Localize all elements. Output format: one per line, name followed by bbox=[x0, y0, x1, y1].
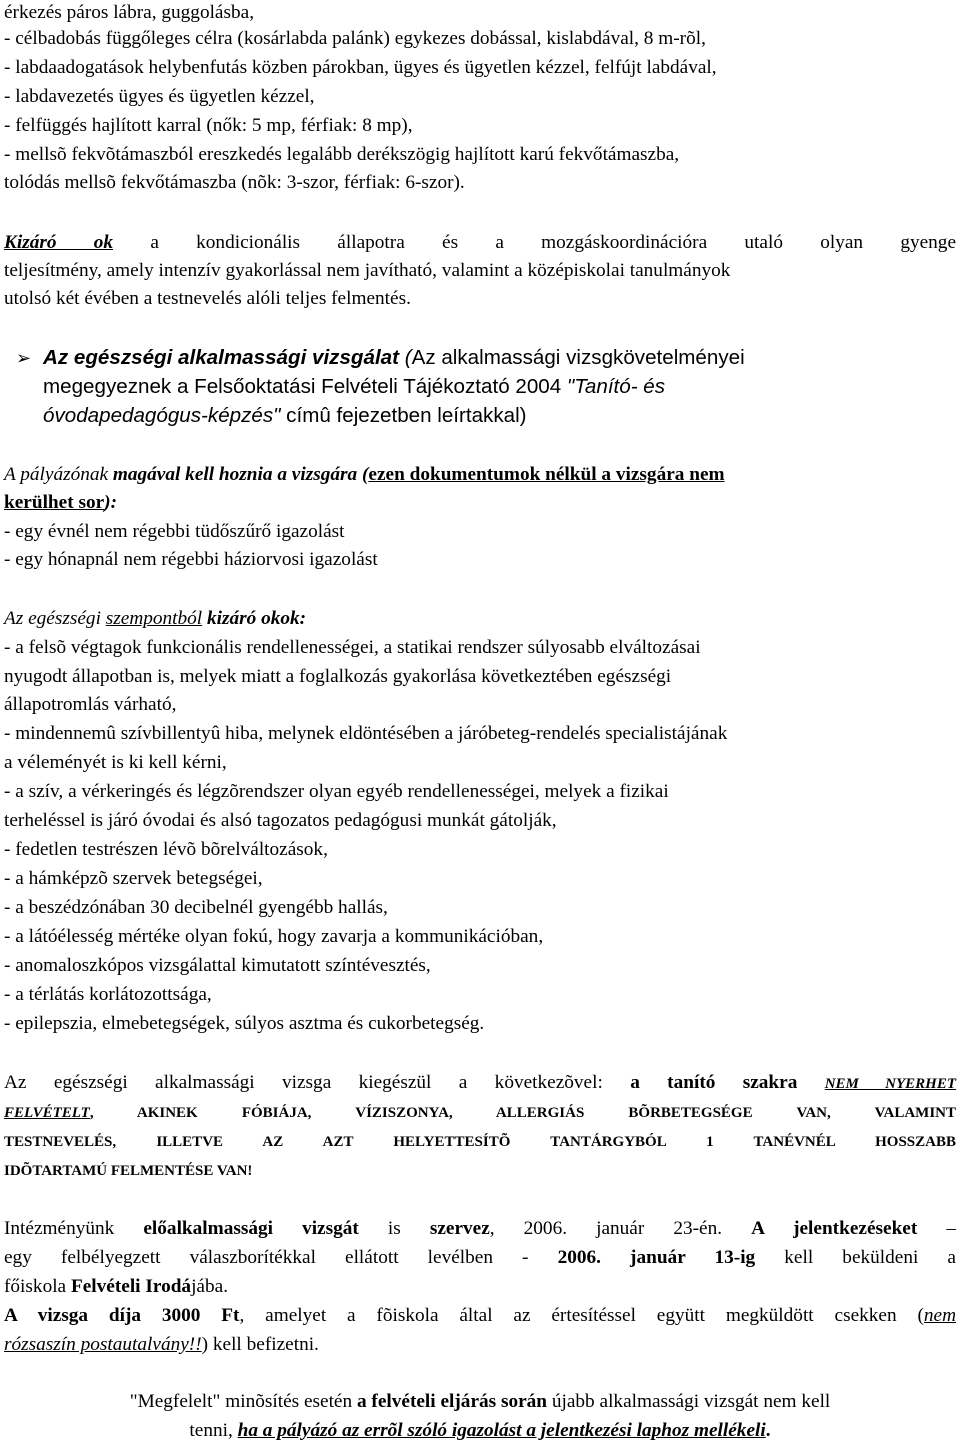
list-item: a véleményét is ki kell kérni, bbox=[4, 752, 227, 773]
list-item: állapotromlás várható, bbox=[4, 694, 177, 715]
list-item: - a térlátás korlátozottsága, bbox=[4, 984, 212, 1005]
supplement-line-3: TESTNEVELÉS, ILLETVE AZ AZT HELYETTESÍTÕ TANTÁRGYBÓL 1 TANÉVNÉL HOSSZABB bbox=[4, 1134, 956, 1150]
list-item: - egy hónapnál nem régebbi háziorvosi igazolást bbox=[4, 549, 378, 570]
preexam-line-3: főiskola Felvételi Irodájába. bbox=[4, 1276, 229, 1297]
list-item: tolódás mellsõ fekvőtámaszba (nõk: 3-szor, férfiak: 6-szor). bbox=[4, 172, 465, 193]
list-item: - a hámképzõ szervek betegségei, bbox=[4, 868, 263, 889]
list-item: - mellsõ fekvõtámaszból ereszkedés legalább derékszögig hajlított karú fekvőtámaszba, bbox=[4, 144, 680, 165]
exclusion-line-1: Kizáró ok a kondicionális állapotra és a mozgáskoordinációra utaló olyan gyenge bbox=[4, 232, 957, 253]
final-line-1: "Megfelelt" minõsítés esetén a felvételi eljárás során újabb alkalmassági vizsgát nem kell bbox=[129, 1391, 831, 1412]
list-item: - a felsõ végtagok funkcionális rendellenességei, a statikai rendszer súlyosabb elváltozásai bbox=[4, 637, 701, 658]
preexam-line-2: egy felbélyegzett válaszborítékkal ellátott levélben - 2006. január 13-ig kell beküldeni a bbox=[4, 1247, 956, 1268]
required-documents-heading: A pályázónak magával kell hoznia a vizsgára (ezen dokumentumok nélkül a vizsgára nem bbox=[4, 464, 725, 485]
list-item: érkezés páros lábra, guggolásba, bbox=[4, 2, 255, 23]
list-item: - labdavezetés ügyes és ügyetlen kézzel, bbox=[4, 86, 315, 107]
list-item: terheléssel is járó óvodai és alsó tagozatos pedagógusi munkát gátolják, bbox=[4, 810, 557, 831]
list-item: - célbadobás függőleges célra (kosárlabda palánk) egykezes dobással, kislabdával, 8 m-rõl, bbox=[4, 28, 706, 49]
list-item: - felfüggés hajlított karral (nők: 5 mp, férfiak: 8 mp), bbox=[4, 115, 413, 136]
exclusion-line-3: utolsó két évében a testnevelés alóli teljes felmentés. bbox=[4, 288, 411, 309]
list-item: - a beszédzónában 30 decibelnél gyengébb hallás, bbox=[4, 897, 388, 918]
arrow-bullet-icon: ➢ bbox=[16, 348, 32, 369]
list-item: - labdaadogatások helybenfutás közben párokban, ügyes és ügyetlen kézzel, felfújt labdával, bbox=[4, 57, 717, 78]
list-item: - anomaloszkópos vizsgálattal kimutatott színtévesztés, bbox=[4, 955, 431, 976]
required-documents-heading-cont: kerülhet sor): bbox=[4, 492, 117, 513]
list-item: - fedetlen testrészen lévõ bõrelváltozások, bbox=[4, 839, 328, 860]
exclusion-term: Kizáró ok bbox=[4, 232, 114, 253]
health-exam-line-3: óvodapedagógus-képzés" címû fejezetben leírtakkal) bbox=[43, 404, 527, 427]
list-item: - egy évnél nem régebbi tüdőszűrő igazolást bbox=[4, 521, 345, 542]
list-item: - epilepszia, elmebetegségek, súlyos asztma és cukorbetegség. bbox=[4, 1013, 485, 1034]
fee-line-1: A vizsga díja 3000 Ft, amelyet a fõiskola által az értesítéssel együtt megküldött csekken (nem bbox=[4, 1305, 956, 1326]
supplement-line-2: FELVÉTELT, AKINEK FÓBIÁJA, VÍZISZONYA, ALLERGIÁS BÕRBETEGSÉGE VAN, VALAMINT bbox=[4, 1105, 956, 1121]
supplement-line-1: Az egészségi alkalmassági vizsga kiegészül a következõvel: a tanító szakra NEM NYERHET bbox=[4, 1072, 957, 1093]
health-exam-line-2: megegyeznek a Felsőoktatási Felvételi Tájékoztató 2004 "Tanító- és bbox=[43, 375, 666, 398]
list-item: nyugodt állapotban is, melyek miatt a foglalkozás gyakorlása következtében egészségi bbox=[4, 666, 672, 687]
health-reasons-heading: Az egészségi szempontból kizáró okok: bbox=[4, 608, 307, 629]
fee-line-2: rózsaszín postautalvány!!) kell befizetni. bbox=[4, 1334, 319, 1355]
supplement-line-4: IDÕTARTAMÚ FELMENTÉSE VAN! bbox=[4, 1163, 253, 1179]
list-item: - a szív, a vérkeringés és légzõrendszer olyan egyéb rendellenességei, melyek a fizikai bbox=[4, 781, 669, 802]
health-exam-line-1: Az egészségi alkalmassági vizsgálat (Az alkalmassági vizsgkövetelményei bbox=[43, 346, 745, 369]
list-item: - mindennemû szívbillentyû hiba, melynek eldöntésében a járóbeteg-rendelés specialistájának bbox=[4, 723, 728, 744]
exclusion-line-2: teljesítmény, amely intenzív gyakorlással nem javítható, valamint a középiskolai tanulmányok bbox=[4, 260, 731, 281]
final-line-2: tenni, ha a pályázó az errõl szóló igazolást a jelentkezési laphoz mellékeli. bbox=[189, 1420, 771, 1441]
health-exam-title: Az egészségi alkalmassági vizsgálat bbox=[43, 346, 399, 369]
list-item: - a látóélesség mértéke olyan fokú, hogy zavarja a kommunikációban, bbox=[4, 926, 544, 947]
preexam-line-1: Intézményünk előalkalmassági vizsgát is szervez, 2006. január 23-én. A jelentkezéseket – bbox=[4, 1218, 956, 1239]
